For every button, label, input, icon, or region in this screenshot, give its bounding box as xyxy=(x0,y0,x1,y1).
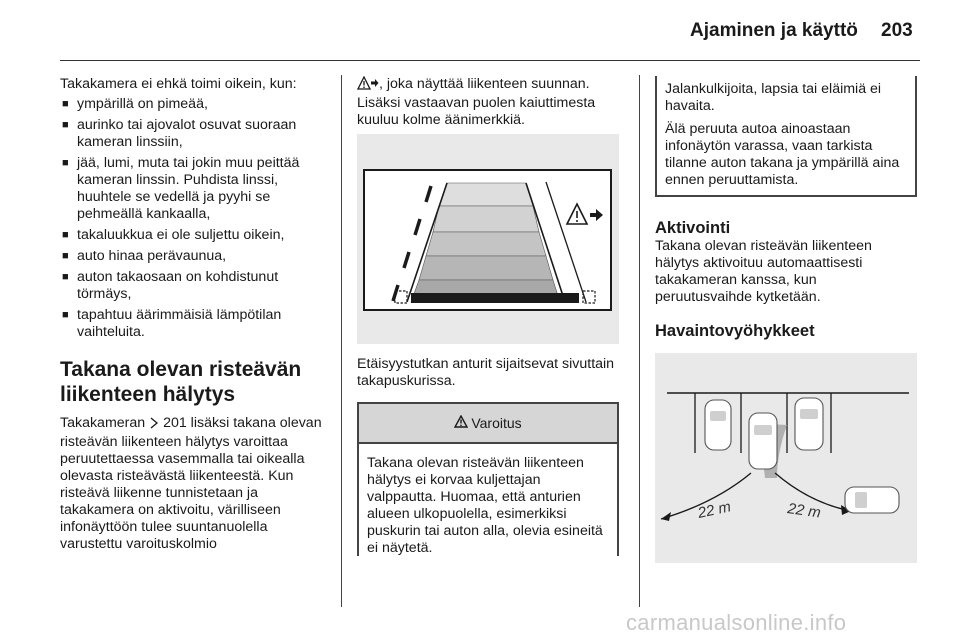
figure-caption: Etäisyystutkan anturit sijaitsevat sivuttain takapuskurissa. xyxy=(357,356,615,389)
warning-note: Jalankulkijoita, lapsia tai eläimiä ei havaita. xyxy=(665,81,882,114)
section-heading: Takana olevan risteävän liikenteen hälytys xyxy=(60,358,302,406)
paragraph-text: lisäksi takana olevan risteävän liikenteen hälytys varoittaa peruutettaessa vasemmalla tai oikealla olevasta risteävästä liikenteestä. Kun risteävä liikenne tunnistetaan ja takakamera on aktivoitu, värilliseen infonäyttöön tulee suuntanuolella varustettu varoituskolmio xyxy=(60,415,322,552)
warning-header xyxy=(359,404,617,444)
intro-text: Takakamera ei ehkä toimi oikein, kun: xyxy=(60,76,297,92)
list-item: ■ tapahtuu äärimmäisiä lämpötilan vaihteluita. xyxy=(60,307,326,341)
section-paragraph xyxy=(60,415,326,553)
list-item: ■ jää, lumi, muta tai jokin muu peittää kameran linssin. Puhdista linssi, huuhtele se vedellä ja pyyhi se pehmeällä kankaalla, xyxy=(60,155,326,223)
zone-right-label: 22 m xyxy=(786,500,822,522)
warning-icon xyxy=(454,415,468,432)
page-title: Ajaminen ja käyttö xyxy=(690,20,858,41)
warning-box xyxy=(357,402,619,556)
paragraph-text: Takakameran xyxy=(60,415,150,431)
condition-list xyxy=(60,96,326,341)
warning-box-continued xyxy=(655,76,917,197)
list-item: ■ auton takaosaan on kohdistunut törmäys, xyxy=(60,269,326,303)
warning-title: Varoitus xyxy=(471,414,522,431)
column-divider-2 xyxy=(639,75,640,607)
warning-triangle-arrow-icon xyxy=(357,76,379,95)
header-divider xyxy=(60,60,920,61)
list-item: ■ auto hinaa perävaunua, xyxy=(60,248,326,265)
list-item: ■ aurinko tai ajovalot osuvat suoraan kameran linssiin, xyxy=(60,117,326,151)
column-left xyxy=(60,76,326,553)
watermark: carmanualsonline.info xyxy=(626,610,847,635)
continued-paragraph xyxy=(357,76,623,129)
page-reference-link[interactable]: 201 xyxy=(163,415,187,431)
column-divider-1 xyxy=(341,75,342,607)
detection-zones-figure xyxy=(655,353,917,563)
page-reference-arrow-icon xyxy=(149,417,159,434)
section-heading: Havaintovyöhykkeet xyxy=(655,322,815,340)
paragraph-text: , joka näyttää liikenteen suunnan. Lisäksi vastaavan puolen kaiuttimesta kuuluu kolme äänimerkkiä. xyxy=(357,76,596,128)
page-header xyxy=(0,0,960,60)
column-middle xyxy=(357,76,623,556)
section-paragraph: Takana olevan risteävän liikenteen hälytys aktivoituu automaattisesti takakameran kanssa, kun peruutusvaihde kytketään. xyxy=(655,238,872,305)
column-right xyxy=(655,76,917,563)
warning-text: Takana olevan risteävän liikenteen hälytys ei korvaa kuljettajan valppautta. Huomaa, että anturien alueen ulkopuolella, esimerkiksi puskurin tai auton alla, olevia esineitä ei näytetä. xyxy=(367,455,603,556)
list-item: ■ ympärillä on pimeää, xyxy=(60,96,326,113)
page-number: 203 xyxy=(881,20,913,41)
rear-camera-display-figure xyxy=(357,134,619,344)
warning-note: Älä peruuta autoa ainoastaan infonäytön varassa, vaan tarkista tilanne auton takana ja ympärillä aina ennen peruuttamista. xyxy=(665,121,900,188)
zone-left-label: 22 m xyxy=(696,498,733,522)
list-item: ■ takaluukkua ei ole suljettu oikein, xyxy=(60,227,326,244)
section-heading: Aktivointi xyxy=(655,219,731,237)
